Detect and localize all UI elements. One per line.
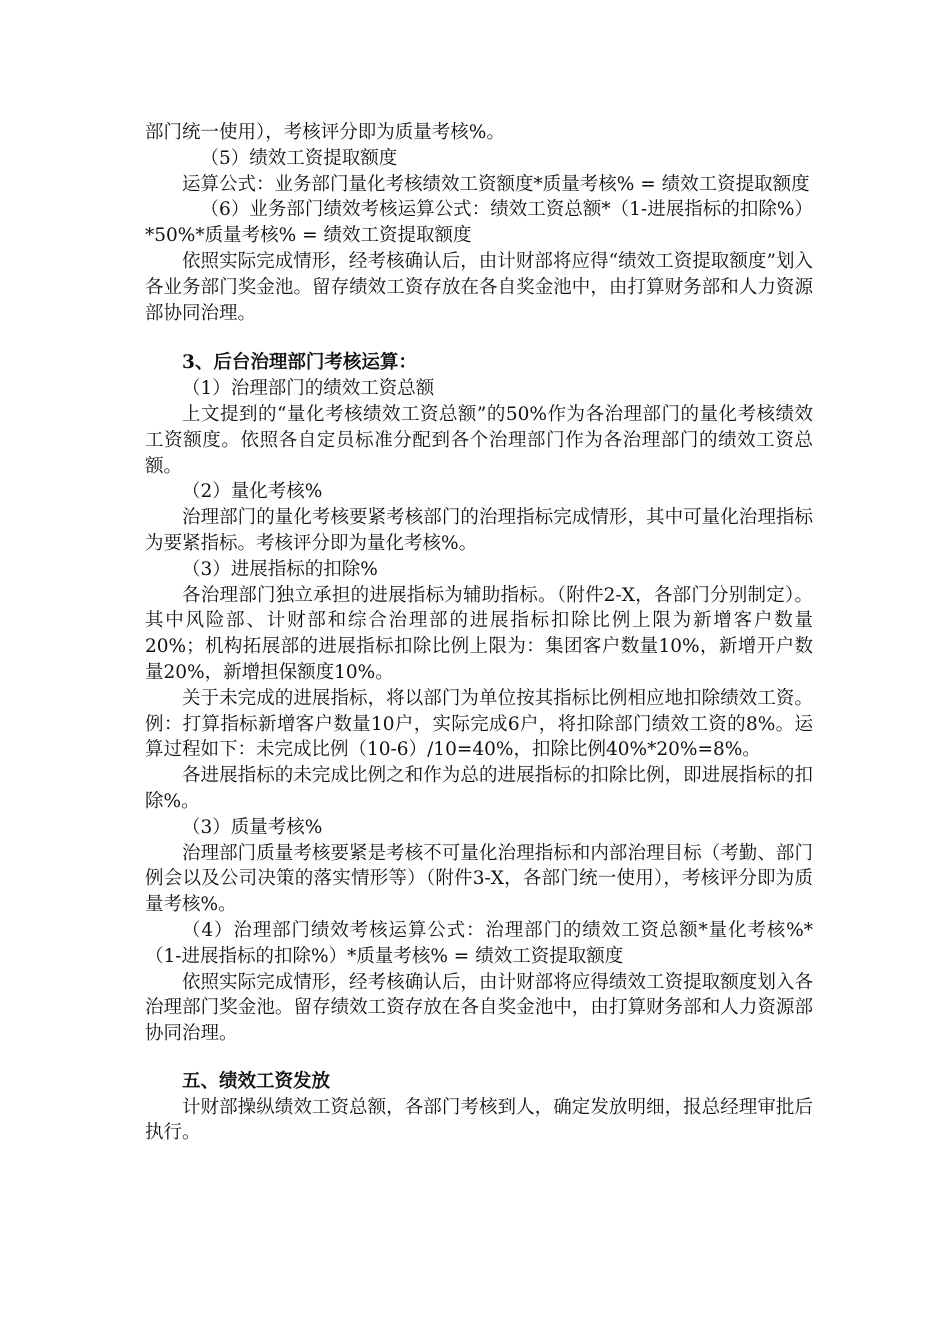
paragraph: 计财部操纵绩效工资总额，各部门考核到人，确定发放明细，报总经理审批后执行。 [145,1096,813,1144]
document-body [145,120,813,1146]
paragraph: 治理部门的量化考核要紧考核部门的治理指标完成情形，其中可量化治理指标为要紧指标。考核评分即为量化考核%。 [145,507,813,554]
spacer [145,1047,813,1069]
paragraph: 治理部门质量考核要紧是考核不可量化治理指标和内部治理目标（考勤、部门例会以及公司决策的落实情形等）（附件3-X，各部门统一使用），考核评分即为质量考核%。 [145,842,813,916]
paragraph: 部门统一使用），考核评分即为质量考核%。 [145,122,505,143]
section-heading: 五、绩效工资发放 [182,1070,331,1092]
paragraph: （6）业务部门绩效考核运算公式：绩效工资总额*（1-进展指标的扣除%）*50%*质量考核% = 绩效工资提取额度 [145,199,813,247]
subheading: （5）绩效工资提取额度 [200,147,398,169]
subheading: （3）质量考核% [182,816,323,838]
subheading: （1）治理部门的绩效工资总额 [182,378,435,400]
paragraph: 依照实际完成情形，经考核确认后，由计财部将应得“绩效工资提取额度”划入各业务部门奖金池。留存绩效工资存放在各自奖金池中，由打算财务部和人力资源部协同治理。 [145,250,813,324]
subheading: （2）量化考核% [182,481,323,503]
spacer [145,326,813,350]
paragraph: 依照实际完成情形，经考核确认后，由计财部将应得绩效工资提取额度划入各治理部门奖金池。留存绩效工资存放在各自奖金池中，由打算财务部和人力资源部协同治理。 [145,971,813,1045]
paragraph: 各进展指标的未完成比例之和作为总的进展指标的扣除比例，即进展指标的扣除%。 [145,765,813,812]
paragraph: （4）治理部门绩效考核运算公式：治理部门的绩效工资总额*量化考核%*（1-进展指标的扣除%）*质量考核% = 绩效工资提取额度 [145,919,813,967]
subheading: （3）进展指标的扣除% [182,558,378,580]
section-heading: 3、后台治理部门考核运算： [182,352,417,374]
paragraph: 上文提到的“量化考核绩效工资总额”的50%作为各治理部门的量化考核绩效工资额度。依照各自定员标准分配到各个治理部门作为各治理部门的绩效工资总额。 [145,403,813,477]
paragraph: 关于未完成的进展指标，将以部门为单位按其指标比例相应地扣除绩效工资。例：打算指标新增客户数量10户，实际完成6户，将扣除部门绩效工资的8%。运算过程如下：未完成比例（10-6）/10=40%，扣除比例40%*20%=8%。 [145,687,813,761]
paragraph: 运算公式：业务部门量化考核绩效工资额度*质量考核% = 绩效工资提取额度 [182,173,810,195]
paragraph: 各治理部门独立承担的进展指标为辅助指标。（附件2-X，各部门分别制定）。其中风险部、计财部和综合治理部的进展指标扣除比例上限为新增客户数量20%；机构拓展部的进展指标扣除比例上限为：集团客户数量10%，新增开户数量20%，新增担保额度10%。 [145,584,813,683]
